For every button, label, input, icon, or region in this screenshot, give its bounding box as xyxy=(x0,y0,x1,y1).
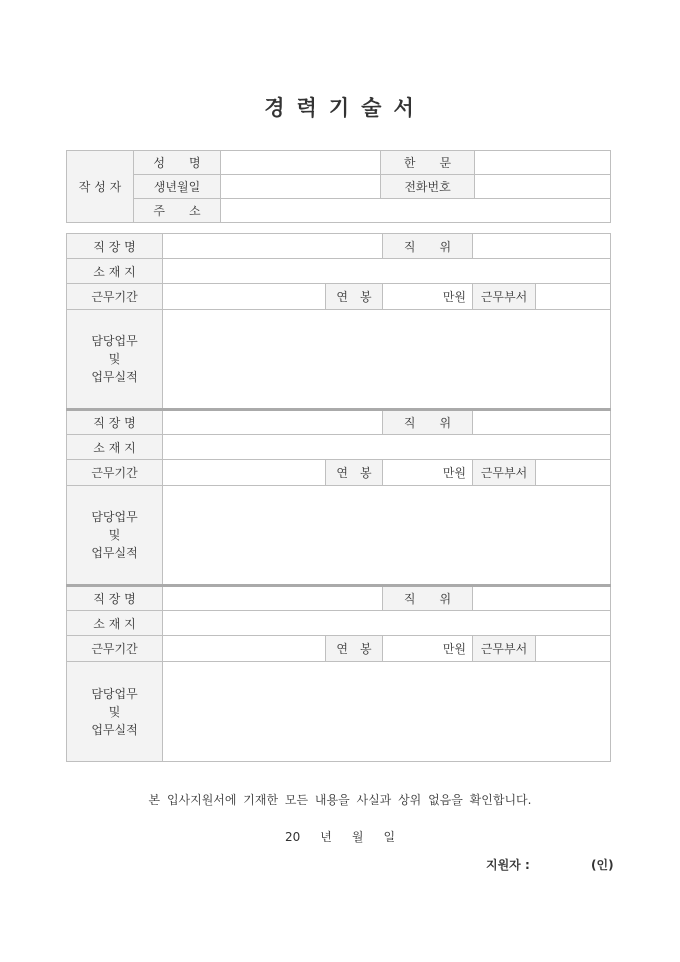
duty-label xyxy=(67,310,163,410)
dept-field[interactable] xyxy=(536,284,611,310)
seal-label: (인) xyxy=(591,858,614,872)
confirmation-statement: 본 입사지원서에 기재한 모든 내용을 사실과 상위 없음을 확인합니다. xyxy=(148,793,532,807)
period-label: 근무기간 xyxy=(67,284,163,310)
duty-label xyxy=(67,486,163,586)
location-label: 소 재 지 xyxy=(67,259,163,284)
duty-field[interactable] xyxy=(163,486,611,586)
year-label: 년 xyxy=(320,830,332,844)
title-char: 경 xyxy=(264,96,287,120)
career-table xyxy=(66,233,611,762)
duty-label-line: 및 xyxy=(108,704,121,719)
period-label: 근무기간 xyxy=(67,460,163,486)
name-label: 성 명 xyxy=(134,151,221,175)
applicant-label: 지원자 : xyxy=(486,858,530,872)
period-label: 근무기간 xyxy=(67,636,163,662)
duty-label-line: 담당업무 xyxy=(91,510,138,524)
salary-unit: 만원 xyxy=(442,290,466,304)
period-field[interactable] xyxy=(163,636,326,662)
duty-label-line: 및 xyxy=(108,528,121,542)
salary-unit: 만원 xyxy=(442,642,466,656)
month-label: 월 xyxy=(351,830,364,844)
date-line xyxy=(285,828,415,845)
salary-label: 연 봉 xyxy=(326,460,383,486)
location-label: 소 재 지 xyxy=(67,611,163,636)
salary-field[interactable] xyxy=(383,284,473,310)
phone-field[interactable] xyxy=(475,175,611,199)
duty-label xyxy=(67,662,163,762)
duty-label-line: 업무실적 xyxy=(91,546,138,560)
salary-field[interactable] xyxy=(383,460,473,486)
dept-field[interactable] xyxy=(536,636,611,662)
title-char: 서 xyxy=(393,96,416,120)
company-label: 직 장 명 xyxy=(67,586,163,611)
hanja-label: 한 문 xyxy=(381,151,475,175)
duty-label-line: 업무실적 xyxy=(91,370,138,384)
dept-label: 근무부서 xyxy=(473,636,536,662)
period-field[interactable] xyxy=(163,460,326,486)
birth-field[interactable] xyxy=(221,175,381,199)
author-table xyxy=(66,150,611,223)
dept-label: 근무부서 xyxy=(473,460,536,486)
address-label: 주 소 xyxy=(134,199,221,223)
document-title xyxy=(0,92,680,122)
address-field[interactable] xyxy=(221,199,611,223)
duty-label-line: 및 xyxy=(108,352,121,366)
position-label: 직 위 xyxy=(383,586,473,611)
day-label: 일 xyxy=(383,830,396,844)
duty-field[interactable] xyxy=(163,662,611,762)
author-group-label: 작 성 자 xyxy=(67,151,134,223)
salary-field[interactable] xyxy=(383,636,473,662)
company-label: 직 장 명 xyxy=(67,410,163,435)
position-field[interactable] xyxy=(473,410,611,435)
title-char: 력 xyxy=(296,96,319,120)
period-field[interactable] xyxy=(163,284,326,310)
company-field[interactable] xyxy=(163,234,383,259)
dept-field[interactable] xyxy=(536,460,611,486)
position-label: 직 위 xyxy=(383,410,473,435)
location-field[interactable] xyxy=(163,435,611,460)
duty-label-line: 담당업무 xyxy=(91,334,138,348)
year-prefix: 20 xyxy=(285,830,301,844)
position-label: 직 위 xyxy=(383,234,473,259)
company-field[interactable] xyxy=(163,410,383,435)
company-label: 직 장 명 xyxy=(67,234,163,259)
duty-label-line: 업무실적 xyxy=(91,722,138,737)
title-char: 술 xyxy=(361,96,384,120)
location-field[interactable] xyxy=(163,611,611,636)
location-label: 소 재 지 xyxy=(67,435,163,460)
title-char: 기 xyxy=(328,96,352,120)
name-field[interactable] xyxy=(221,151,381,175)
birth-label: 생년월일 xyxy=(134,175,221,199)
company-field[interactable] xyxy=(163,586,383,611)
hanja-field[interactable] xyxy=(475,151,611,175)
salary-label: 연 봉 xyxy=(326,284,383,310)
salary-unit: 만원 xyxy=(442,466,466,480)
location-field[interactable] xyxy=(163,259,611,284)
position-field[interactable] xyxy=(473,234,611,259)
dept-label: 근무부서 xyxy=(473,284,536,310)
duty-label-line: 담당업무 xyxy=(91,686,138,701)
salary-label: 연 봉 xyxy=(326,636,383,662)
phone-label: 전화번호 xyxy=(381,175,475,199)
position-field[interactable] xyxy=(473,586,611,611)
duty-field[interactable] xyxy=(163,310,611,410)
